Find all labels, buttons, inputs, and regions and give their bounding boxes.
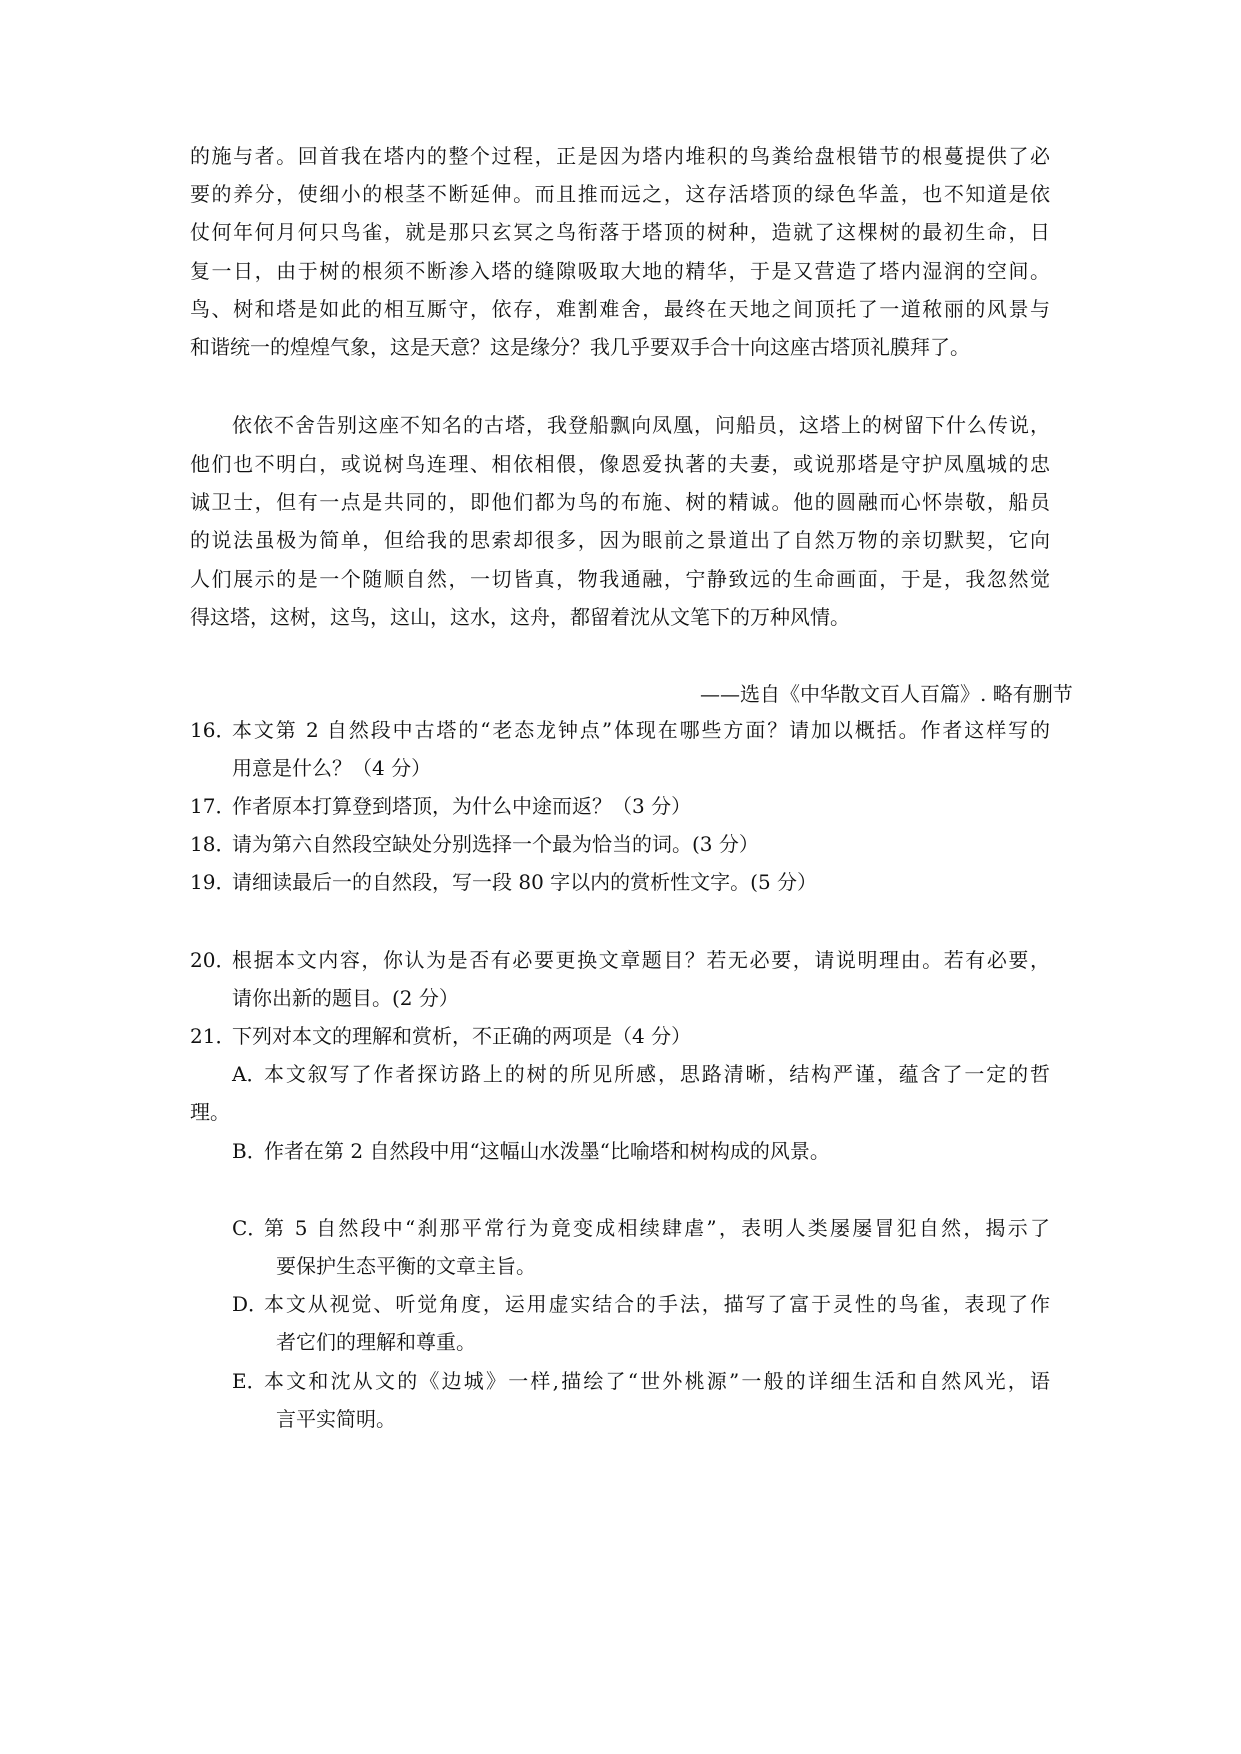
question-number: 16． <box>190 718 236 742</box>
question-number: 17． <box>190 794 236 818</box>
paragraph-line: 要的养分，使细小的根茎不断延伸。而且推而远之，这存活塔顶的绿色华盖，也不知道是依 <box>190 182 1050 206</box>
option-label: D． <box>232 1292 269 1316</box>
paragraph-line: 得这塔，这树，这鸟，这山，这水，这舟，都留着沈从文笔下的万种风情。 <box>190 605 850 629</box>
option-text: 理。 <box>190 1100 230 1124</box>
option-label: A． <box>232 1062 267 1086</box>
question-text: 本文第 2 自然段中古塔的“老态龙钟点”体现在哪些方面？请加以概括。作者这样写的 <box>232 718 1050 742</box>
paragraph-line: 他们也不明白，或说树鸟连理、相依相偎，像恩爱执著的夫妻，或说那塔是守护凤凰城的忠 <box>190 452 1050 476</box>
question-number: 18． <box>190 832 236 856</box>
option-text: 言平实简明。 <box>276 1407 396 1431</box>
question-text: 下列对本文的理解和赏析，不正确的两项是（4 分） <box>232 1024 692 1048</box>
option-label: C． <box>232 1216 268 1240</box>
paragraph-line: 人们展示的是一个随顺自然，一切皆真，物我通融，宁静致远的生命画面，于是，我忽然觉 <box>190 567 1050 591</box>
question-number: 20． <box>190 948 236 972</box>
question-number: 21． <box>190 1024 236 1048</box>
paragraph-line: 仗何年何月何只鸟雀，就是那只玄冥之鸟衔落于塔顶的树种，造就了这棵树的最初生命，日 <box>190 220 1050 244</box>
option-label: B． <box>232 1139 267 1163</box>
question-number: 19． <box>190 870 236 894</box>
option-text: 者它们的理解和尊重。 <box>276 1330 476 1354</box>
paragraph-line: 的说法虽极为简单，但给我的思索却很多，因为眼前之景道出了自然万物的亲切默契，它向 <box>190 528 1050 552</box>
option-text: 第 5 自然段中“刹那平常行为竟变成相续肆虐”，表明人类屡屡冒犯自然，揭示了 <box>264 1216 1050 1240</box>
question-text: 用意是什么？（4 分） <box>232 756 432 780</box>
paragraph-line: 和谐统一的煌煌气象，这是天意？这是缘分？我几乎要双手合十向这座古塔顶礼膜拜了。 <box>190 335 970 359</box>
question-text: 作者原本打算登到塔顶，为什么中途而返？（3 分） <box>232 794 692 818</box>
source-citation: ——选自《中华散文百人百篇》. 略有删节 <box>700 682 1073 706</box>
question-text: 请为第六自然段空缺处分别选择一个最为恰当的词。(3 分） <box>232 832 759 856</box>
paragraph-line: 诚卫士，但有一点是共同的，即他们都为鸟的布施、树的精诚。他的圆融而心怀崇敬，船员 <box>190 490 1050 514</box>
option-text: 要保护生态平衡的文章主旨。 <box>276 1254 536 1278</box>
paragraph-line: 鸟、树和塔是如此的相互厮守，依存，难割难舍，最终在天地之间顶托了一道秾丽的风景与 <box>190 297 1050 321</box>
option-label: E． <box>232 1369 267 1393</box>
option-text: 本文和沈从文的《边城》一样,描绘了“世外桃源”一般的详细生活和自然风光，语 <box>264 1369 1050 1393</box>
question-text: 请你出新的题目。(2 分） <box>232 986 459 1010</box>
paragraph-line: 的施与者。回首我在塔内的整个过程，正是因为塔内堆积的鸟粪给盘根错节的根蔓提供了必 <box>190 144 1050 168</box>
option-text: 本文从视觉、听觉角度，运用虚实结合的手法，描写了富于灵性的鸟雀，表现了作 <box>264 1292 1050 1316</box>
option-text: 本文叙写了作者探访路上的树的所见所感，思路清晰，结构严谨，蕴含了一定的哲 <box>264 1062 1050 1086</box>
paragraph-line: 依依不舍告别这座不知名的古塔，我登船飘向凤凰，问船员，这塔上的树留下什么传说， <box>232 413 1050 437</box>
paragraph-line: 复一日，由于树的根须不断渗入塔的缝隙吸取大地的精华，于是又营造了塔内湿润的空间。 <box>190 259 1050 283</box>
question-text: 请细读最后一的自然段，写一段 80 字以内的赏析性文字。(5 分） <box>232 870 818 894</box>
question-text: 根据本文内容，你认为是否有必要更换文章题目？若无必要，请说明理由。若有必要， <box>232 948 1050 972</box>
option-text: 作者在第 2 自然段中用“这幅山水泼墨“比喻塔和树构成的风景。 <box>264 1139 830 1163</box>
